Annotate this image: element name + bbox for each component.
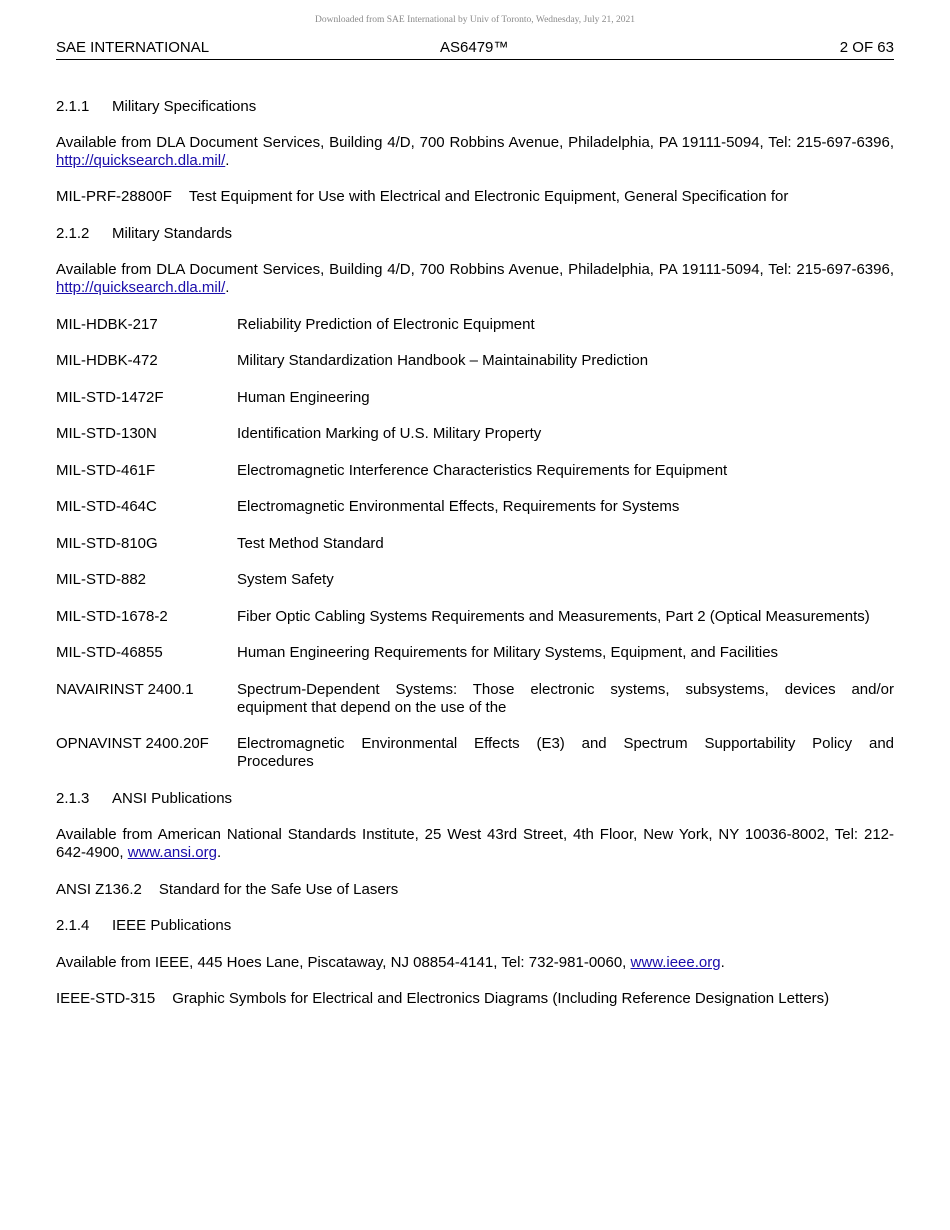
reference-code: MIL-STD-130N: [56, 425, 157, 442]
reference-title: System Safety: [237, 571, 334, 588]
reference-title-line: Spectrum-Dependent Systems: Those electronic systems, subsystems, devices and/or: [237, 681, 894, 698]
section-number: 2.1.2: [56, 225, 90, 242]
reference-title-line: equipment that depend on the use of the: [237, 699, 507, 716]
section-number: 2.1.3: [56, 790, 90, 807]
section-heading-2-1-2: [56, 225, 894, 243]
reference-code: OPNAVINST 2400.20F: [56, 735, 209, 752]
reference-code: MIL-STD-464C: [56, 498, 157, 515]
reference-title-line: Electromagnetic Environmental Effects (E3) and Spectrum Supportability Policy and: [237, 735, 894, 752]
reference-title: [237, 735, 894, 771]
reference-entry: [56, 188, 894, 206]
reference-code: NAVAIRINST 2400.1: [56, 681, 194, 698]
header-doc-id: AS6479™: [440, 39, 509, 56]
reference-code: MIL-STD-810G: [56, 535, 158, 552]
reference-code: MIL-HDBK-217: [56, 316, 158, 333]
download-watermark: Downloaded from SAE International by Univ of Toronto, Wednesday, July 21, 2021: [314, 15, 636, 25]
reference-title: Reliability Prediction of Electronic Equipment: [237, 316, 535, 333]
reference-code: MIL-HDBK-472: [56, 352, 158, 369]
reference-title: Test Equipment for Use with Electrical and Electronic Equipment, General Specification for: [188, 188, 789, 205]
section-title: ANSI Publications: [112, 790, 233, 807]
reference-title: Graphic Symbols for Electrical and Electronics Diagrams (Including Reference Designation Letters): [172, 990, 830, 1007]
availability-text: Available from DLA Document Services, Building 4/D, 700 Robbins Avenue, Philadelphia, PA 19111-5094, Tel: 215-697-6396,: [56, 134, 894, 151]
availability-paragraph-2-1-1: Available from DLA Document Services, Building 4/D, 700 Robbins Avenue, Philadelphia, PA 19111-5094, Tel: 215-697-6396, http://quicksearch.dla.mil/.: [56, 134, 894, 169]
reference-title: Human Engineering Requirements for Military Systems, Equipment, and Facilities: [237, 644, 779, 661]
availability-paragraph-2-1-3: Available from American National Standards Institute, 25 West 43rd Street, 4th Floor, New York, NY 10036-8002, Tel: 212-642-4900, www.ansi.org.: [56, 826, 894, 861]
page-header: [56, 38, 894, 60]
availability-paragraph-2-1-2: Available from DLA Document Services, Building 4/D, 700 Robbins Avenue, Philadelphia, PA 19111-5094, Tel: 215-697-6396, http://quicksearch.dla.mil/.: [56, 261, 894, 296]
reference-code: MIL-STD-1678-2: [56, 608, 168, 625]
ansi-link[interactable]: www.ansi.org: [127, 844, 217, 861]
section-heading-2-1-4: [56, 917, 894, 935]
reference-title: Human Engineering: [237, 389, 370, 406]
reference-code: MIL-STD-882: [56, 571, 147, 588]
section-title: Military Specifications: [112, 98, 257, 115]
reference-code: MIL-STD-461F: [56, 462, 156, 479]
reference-entry: [56, 881, 894, 899]
section-number: 2.1.4: [56, 917, 90, 934]
reference-code: MIL-STD-46855: [56, 644, 163, 661]
reference-code: MIL-PRF-28800F: [56, 188, 172, 205]
section-heading-2-1-3: [56, 790, 894, 808]
reference-title: Fiber Optic Cabling Systems Requirements and Measurements, Part 2 (Optical Measurements): [237, 608, 870, 625]
reference-code: ANSI Z136.2: [56, 881, 142, 898]
reference-title: Military Standardization Handbook – Maintainability Prediction: [237, 352, 649, 369]
reference-entry: [56, 990, 894, 1008]
header-publisher: SAE INTERNATIONAL: [56, 39, 210, 56]
reference-title: Standard for the Safe Use of Lasers: [158, 881, 399, 898]
reference-title: Test Method Standard: [237, 535, 384, 552]
section-title: IEEE Publications: [112, 917, 232, 934]
reference-title: Identification Marking of U.S. Military Property: [237, 425, 542, 442]
reference-title-line: Procedures: [237, 753, 314, 770]
availability-text: Available from DLA Document Services, Building 4/D, 700 Robbins Avenue, Philadelphia, PA 19111-5094, Tel: 215-697-6396,: [56, 261, 894, 278]
reference-title: Electromagnetic Environmental Effects, Requirements for Systems: [237, 498, 680, 515]
reference-title: [237, 681, 894, 717]
reference-title: Electromagnetic Interference Characteristics Requirements for Equipment: [237, 462, 728, 479]
reference-code: MIL-STD-1472F: [56, 389, 164, 406]
availability-paragraph-2-1-4: Available from IEEE, 445 Hoes Lane, Piscataway, NJ 08854-4141, Tel: 732-981-0060, www.ieee.org.: [56, 954, 725, 971]
section-number: 2.1.1: [56, 98, 90, 115]
dla-link[interactable]: http://quicksearch.dla.mil/: [56, 279, 226, 296]
reference-code: IEEE-STD-315: [56, 990, 156, 1007]
header-page-number: 2 OF 63: [839, 39, 894, 56]
availability-text: Available from IEEE, 445 Hoes Lane, Piscataway, NJ 08854-4141, Tel: 732-981-0060,: [56, 954, 631, 971]
availability-text: Available from American National Standards Institute, 25 West 43rd Street, 4th Floor, New York, NY 10036-8002, Tel: 212-642-4900,: [56, 826, 894, 861]
section-title: Military Standards: [112, 225, 233, 242]
dla-link[interactable]: http://quicksearch.dla.mil/: [56, 152, 226, 169]
ieee-link[interactable]: www.ieee.org: [630, 954, 721, 971]
section-heading-2-1-1: [56, 98, 894, 116]
